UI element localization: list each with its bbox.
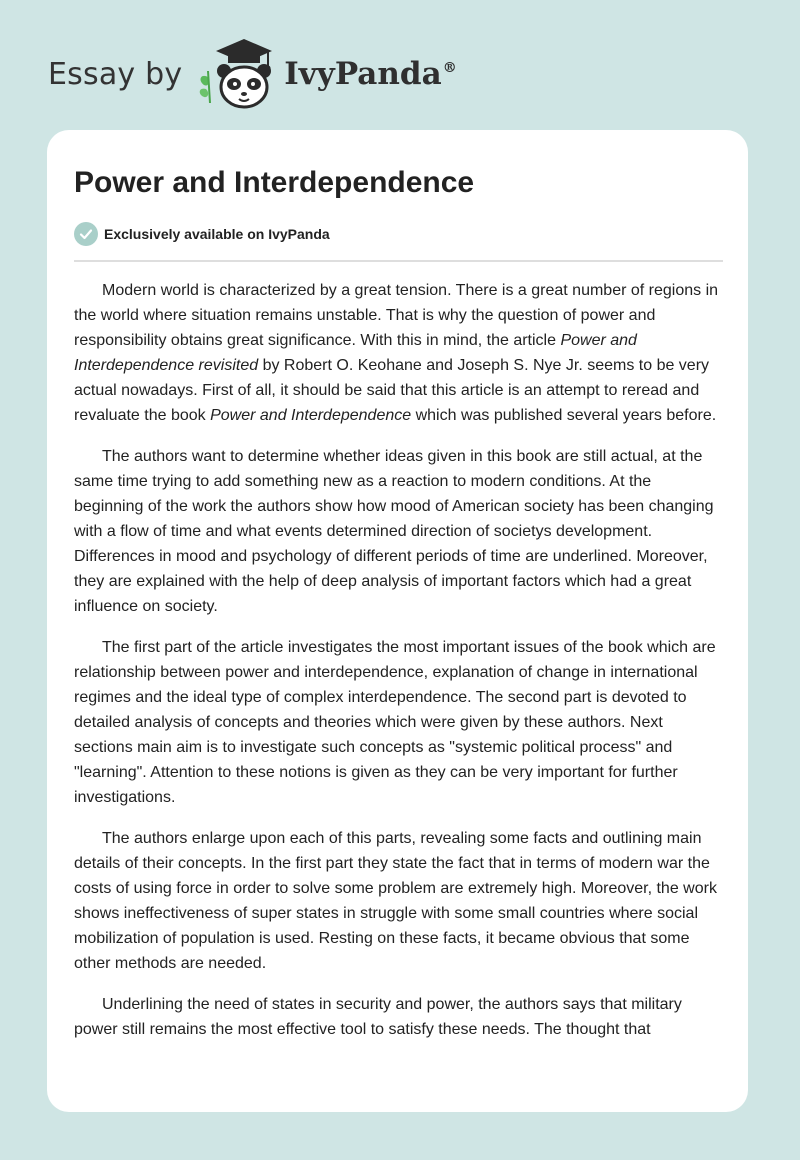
- essay-by-label: Essay by: [48, 56, 183, 92]
- registered-mark: ®: [442, 60, 457, 76]
- badge-label: Exclusively available on IvyPanda: [104, 226, 330, 242]
- article-title-italic: Power and Interdependence revisited: [74, 332, 637, 374]
- paragraph: [74, 278, 720, 428]
- paragraph-text: Modern world is characterized by a great tension. There is a great number of regions in the world where situation remains unstable. That is why the question of power and responsibility obtains great significance. With this in mind, the article: [74, 282, 719, 349]
- book-title-italic: Power and Interdependence: [210, 407, 412, 424]
- brand-name[interactable]: [284, 56, 456, 92]
- paragraph: The authors want to determine whether ideas given in this book are still actual, at the same time trying to add something new as a reaction to modern conditions. At the beginning of the work the authors show how mood of American society has been changing with a flow of time and what events determined direction of societys development. Differences in mood and psychology of different periods of time are underlined. Moreover, they are explained with the help of deep analysis of important factors which had a great influence on society.: [74, 448, 714, 615]
- divider: [74, 260, 723, 262]
- check-circle-icon: [74, 222, 98, 246]
- page-title: Power and Interdependence: [74, 166, 475, 199]
- essay-card: [47, 130, 748, 1112]
- brand-label: IvyPanda: [284, 56, 442, 92]
- paragraph: The first part of the article investigates the most important issues of the book which are relationship between power and interdependence, explanation of change in international regimes and the ideal type of complex interdependence. The second part is devoted to detailed analysis of concepts and theories which were given by these authors. Next sections main aim is to investigate such concepts as "systemic political process" and "learning". Attention to these notions is given as they can be very important for further investigations.: [74, 639, 716, 806]
- site-header: [48, 34, 457, 114]
- paragraph-text: which was published several years before.: [411, 407, 717, 424]
- paragraph: Underlining the need of states in security and power, the authors says that military power still remains the most effective tool to satisfy these needs. The thought that: [74, 996, 682, 1038]
- article-body: [74, 278, 720, 1058]
- panda-graduate-icon[interactable]: [194, 37, 276, 111]
- exclusive-badge: [74, 222, 330, 246]
- paragraph: The authors enlarge upon each of this parts, revealing some facts and outlining main details of their concepts. In the first part they state the fact that in terms of modern war the costs of using force in order to solve some problem are extremely high. Moreover, the work shows ineffectiveness of super states in struggle with some small countries where social mobilization of population is used. Resting on these facts, it became obvious that some other methods are needed.: [74, 830, 717, 972]
- paragraph-text: by Robert O. Keohane and Joseph S. Nye Jr. seems to be very actual nowadays. First of all, it should be said that this article is an attempt to reread and revaluate the book: [74, 357, 710, 424]
